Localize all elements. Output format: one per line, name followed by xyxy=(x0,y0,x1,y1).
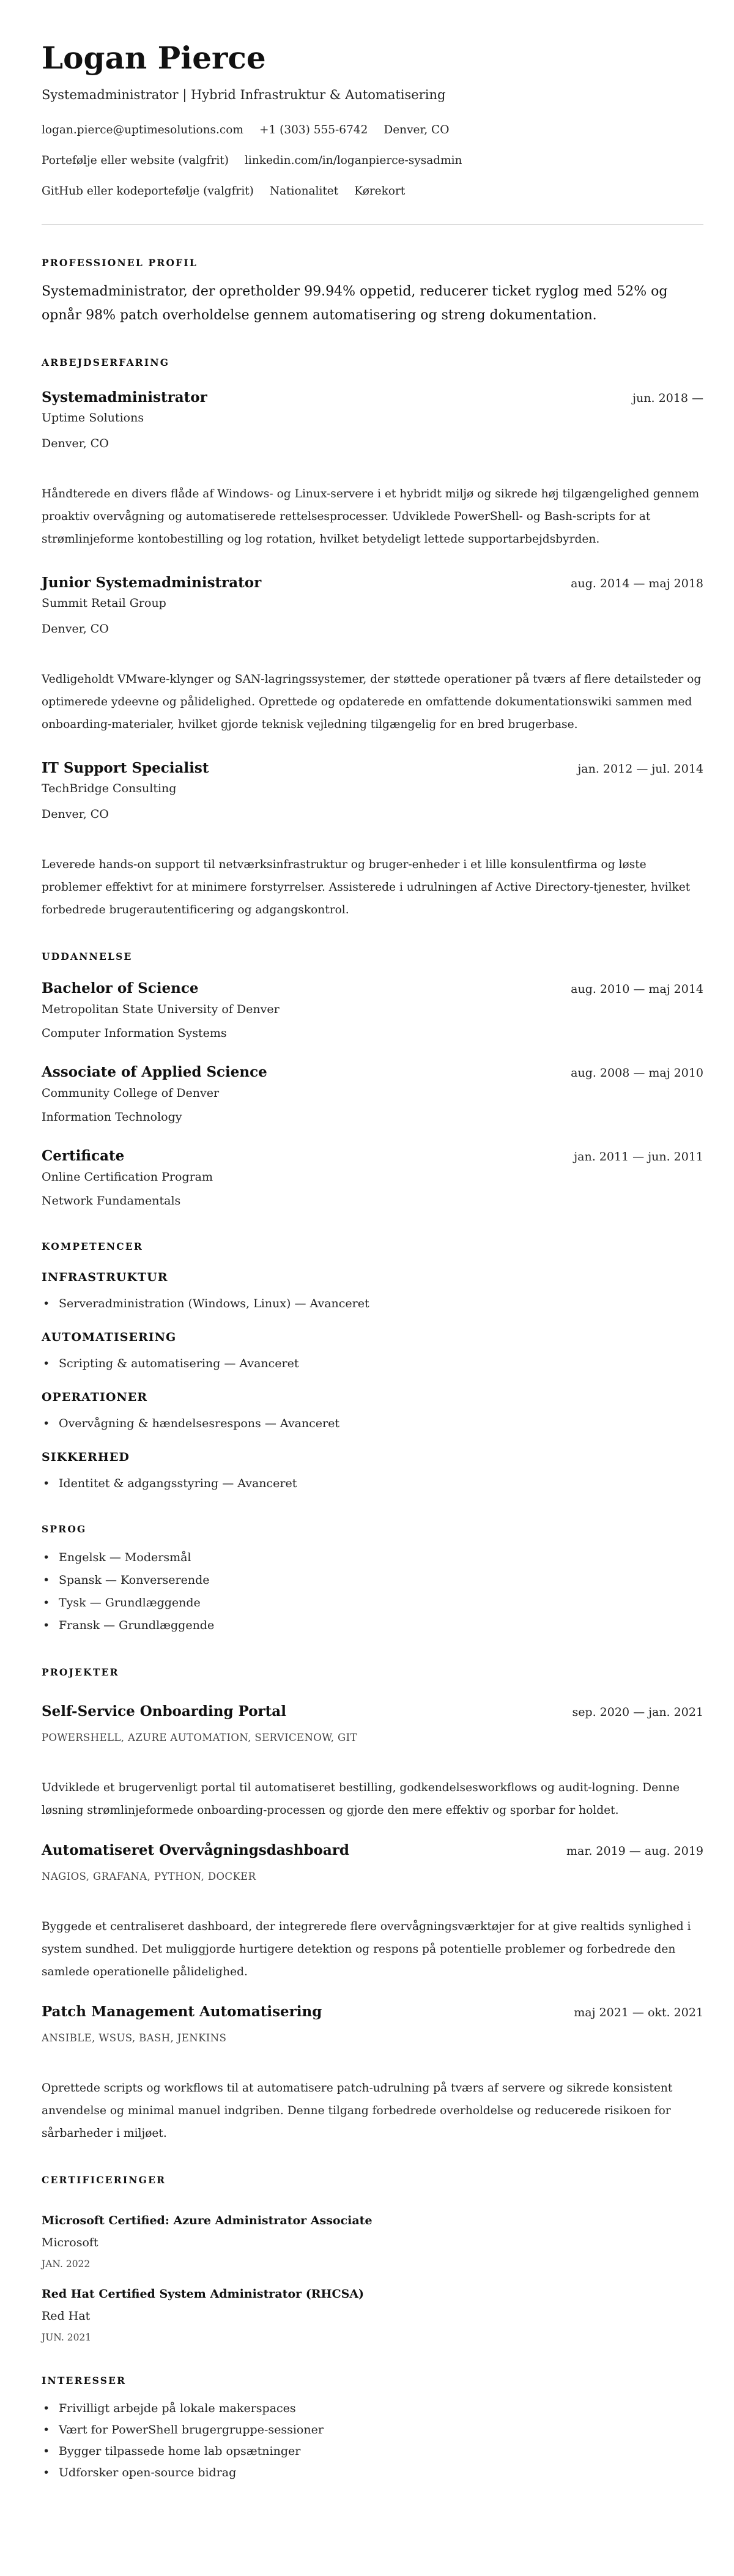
job-dates: jun. 2018 — xyxy=(632,392,703,405)
contact-row xyxy=(42,121,703,139)
degree-title: Bachelor of Science xyxy=(42,980,199,997)
project-title: Automatiseret Overvågningsdashboard xyxy=(42,1842,349,1858)
header-divider xyxy=(42,224,703,225)
project-dates: maj 2021 — okt. 2021 xyxy=(574,2006,703,2019)
skill-list xyxy=(42,1413,703,1434)
skill-group-heading: INFRASTRUKTUR xyxy=(42,1271,168,1284)
certification-title: Red Hat Certified System Administrator (RHCSA) xyxy=(42,2287,365,2301)
project-description: Byggede et centraliseret dashboard, der integrerede flere overvågningsværktøjer for at give realtids synlighed i system sundhed. Det muliggjorde hurtigere detektion og respons på potentielle problemer og forbedrede den samlede operationelle pålidelighed. xyxy=(42,1920,691,1978)
interest-item: • Udforsker open-source bidrag xyxy=(42,2462,703,2484)
language-item: • Engelsk — Modersmål xyxy=(42,1546,703,1569)
skills-section xyxy=(42,1239,703,1494)
project-entry xyxy=(42,1840,703,1983)
section-heading: CERTIFICERINGER xyxy=(42,2174,166,2186)
section-heading: KOMPETENCER xyxy=(42,1241,143,1252)
section-heading: INTERESSER xyxy=(42,2375,127,2386)
certification-issuer: Microsoft xyxy=(42,2236,98,2249)
skill-list xyxy=(42,1293,703,1314)
job-company: Summit Retail Group xyxy=(42,596,166,610)
skill-item: • Overvågning & hændelsesrespons — Avanceret xyxy=(42,1413,703,1434)
job-location: Denver, CO xyxy=(42,437,109,450)
profile-section xyxy=(42,256,703,327)
interests-section xyxy=(42,2374,703,2484)
degree-title: Certificate xyxy=(42,1148,125,1164)
section-heading: PROFESSIONEL PROFIL xyxy=(42,257,198,269)
contact-email[interactable]: logan.pierce@uptimesolutions.com xyxy=(42,124,243,136)
interest-item: • Vært for PowerShell brugergruppe-sessioner xyxy=(42,2419,703,2441)
job-title: Junior Systemadministrator xyxy=(42,574,262,591)
project-entry xyxy=(42,2002,703,2145)
skill-group-heading: OPERATIONER xyxy=(42,1390,148,1404)
education-header xyxy=(42,1146,703,1167)
skill-item: • Serveradministration (Windows, Linux) — Avanceret xyxy=(42,1293,703,1314)
section-heading: SPROG xyxy=(42,1523,87,1535)
degree-title: Associate of Applied Science xyxy=(42,1064,267,1080)
project-header xyxy=(42,2002,703,2022)
education-entry xyxy=(42,1062,703,1127)
school-name: Community College of Denver xyxy=(42,1086,220,1100)
job-dates: aug. 2014 — maj 2018 xyxy=(571,577,703,590)
job-description: Håndterede en divers flåde af Windows- og Linux-servere i et hybridt miljø og sikrede høj tilgængelighed gennem proaktiv overvågning og automatiserede rettelsesprocesser. Udviklede PowerShell- og Bash-scripts for at strømlinjeforme kontobestilling og log rotation, hvilket betydeligt lettede supportarbejdsbyrden. xyxy=(42,488,700,546)
education-dates: aug. 2010 — maj 2014 xyxy=(571,982,703,996)
contact-linkedin[interactable]: linkedin.com/in/loganpierce-sysadmin xyxy=(245,154,462,167)
contact-nationality: Nationalitet xyxy=(269,185,339,198)
program-name: Information Technology xyxy=(42,1110,182,1124)
project-description: Oprettede scripts og workflows til at automatisere patch-udrulning på tværs af servere og sikrede konsistent anvendelse og minimal manuel indgriben. Denne tilgang forbedrede overholdelse og reducerede risikoen for sårbarheder i miljøet. xyxy=(42,2082,673,2140)
education-header xyxy=(42,1062,703,1083)
section-heading: UDDANNELSE xyxy=(42,951,133,962)
job-title: IT Support Specialist xyxy=(42,760,209,776)
experience-section xyxy=(42,355,703,921)
project-header xyxy=(42,1701,703,1722)
interest-item: • Frivilligt arbejde på lokale makerspaces xyxy=(42,2398,703,2419)
job-location: Denver, CO xyxy=(42,807,109,821)
certifications-section xyxy=(42,2173,703,2345)
job-entry xyxy=(42,758,703,921)
project-entry xyxy=(42,1701,703,1822)
education-entry xyxy=(42,1146,703,1211)
education-dates: aug. 2008 — maj 2010 xyxy=(571,1066,703,1080)
job-dates: jan. 2012 — jul. 2014 xyxy=(577,762,703,776)
certification-entry xyxy=(42,2211,703,2272)
certification-date: JUN. 2021 xyxy=(42,2332,92,2343)
job-company: Uptime Solutions xyxy=(42,411,144,425)
section-heading: PROJEKTER xyxy=(42,1666,119,1678)
project-dates: mar. 2019 — aug. 2019 xyxy=(566,1844,703,1858)
candidate-name: Logan Pierce xyxy=(42,40,266,76)
job-entry xyxy=(42,387,703,551)
job-description: Vedligeholdt VMware-klynger og SAN-lagringssystemer, der støttede operationer på tværs af flere detailsteder og optimerede ydeevne og pålidelighed. Oprettede og opdaterede en omfattende dokumentationswiki sammen med onboarding-materialer, hvilket gjorde teknisk vejledning tilgængelig for en bred brugerbase. xyxy=(42,673,702,731)
project-header xyxy=(42,1840,703,1861)
skill-item: • Identitet & adgangsstyring — Avanceret xyxy=(42,1473,703,1494)
job-title: Systemadministrator xyxy=(42,389,207,406)
job-entry xyxy=(42,573,703,736)
skill-item: • Scripting & automatisering — Avanceret xyxy=(42,1353,703,1374)
project-description: Udviklede et brugervenligt portal til automatiseret bestilling, godkendelsesworkflows og audit-logning. Denne løsning strømlinjeformede onboarding-processen og gjorde den mere effektiv og sporbar for holdet. xyxy=(42,1781,680,1817)
skill-list xyxy=(42,1353,703,1374)
project-tech-stack: NAGIOS, GRAFANA, PYTHON, DOCKER xyxy=(42,1871,256,1882)
project-title: Patch Management Automatisering xyxy=(42,2003,322,2020)
project-title: Self-Service Onboarding Portal xyxy=(42,1703,286,1720)
resume-header xyxy=(42,39,703,201)
skill-group-heading: AUTOMATISERING xyxy=(42,1331,177,1344)
language-item: • Spansk — Konverserende xyxy=(42,1569,703,1592)
school-name: Metropolitan State University of Denver xyxy=(42,1003,280,1016)
contact-location: Denver, CO xyxy=(384,124,450,136)
contact-drivers-license: Kørekort xyxy=(354,185,406,198)
job-header xyxy=(42,573,703,593)
certification-title: Microsoft Certified: Azure Administrator Associate xyxy=(42,2214,373,2227)
project-tech-stack: POWERSHELL, AZURE AUTOMATION, SERVICENOW, GIT xyxy=(42,1732,357,1743)
job-header xyxy=(42,387,703,408)
contact-phone[interactable]: +1 (303) 555-6742 xyxy=(259,124,368,136)
education-header xyxy=(42,978,703,999)
job-company: TechBridge Consulting xyxy=(42,782,177,795)
certification-date: JAN. 2022 xyxy=(42,2259,91,2270)
job-header xyxy=(42,758,703,779)
job-location: Denver, CO xyxy=(42,622,109,636)
language-item: • Fransk — Grundlæggende xyxy=(42,1614,703,1637)
projects-section xyxy=(42,1665,703,2145)
interest-list xyxy=(42,2398,703,2484)
certification-entry xyxy=(42,2285,703,2345)
language-list xyxy=(42,1546,703,1637)
certification-issuer: Red Hat xyxy=(42,2309,91,2323)
language-item: • Tysk — Grundlæggende xyxy=(42,1592,703,1614)
school-name: Online Certification Program xyxy=(42,1170,213,1184)
education-dates: jan. 2011 — jun. 2011 xyxy=(574,1150,703,1164)
job-description: Leverede hands-on support til netværksinfrastruktur og bruger-enheder i et lille konsulentfirma og løste problemer effektivt for at minimere forstyrrelser. Assisterede i udrulningen af Active Directory-tjenester, hvilket forbedrede brugerautentificering og adgangskontrol. xyxy=(42,858,691,916)
project-dates: sep. 2020 — jan. 2021 xyxy=(572,1706,703,1719)
candidate-headline: Systemadministrator | Hybrid Infrastruktur & Automatisering xyxy=(42,87,446,102)
education-section xyxy=(42,949,703,1211)
section-heading: ARBEJDSERFARING xyxy=(42,357,170,368)
contact-github[interactable]: GitHub eller kodeportefølje (valgfrit) xyxy=(42,185,254,198)
project-tech-stack: ANSIBLE, WSUS, BASH, JENKINS xyxy=(42,2032,227,2044)
program-name: Network Fundamentals xyxy=(42,1194,181,1208)
profile-summary: Systemadministrator, der opretholder 99.94% oppetid, reducerer ticket ryglog med 52% og opnår 98% patch overholdelse gennem automatisering og streng dokumentation. xyxy=(42,284,668,323)
skill-group-heading: SIKKERHED xyxy=(42,1450,130,1464)
languages-section xyxy=(42,1522,703,1637)
program-name: Computer Information Systems xyxy=(42,1026,227,1040)
contact-row xyxy=(42,152,703,170)
skill-list xyxy=(42,1473,703,1494)
contact-row xyxy=(42,182,703,201)
interest-item: • Bygger tilpassede home lab opsætninger xyxy=(42,2441,703,2462)
contact-portfolio[interactable]: Portefølje eller website (valgfrit) xyxy=(42,154,229,167)
education-entry xyxy=(42,978,703,1044)
